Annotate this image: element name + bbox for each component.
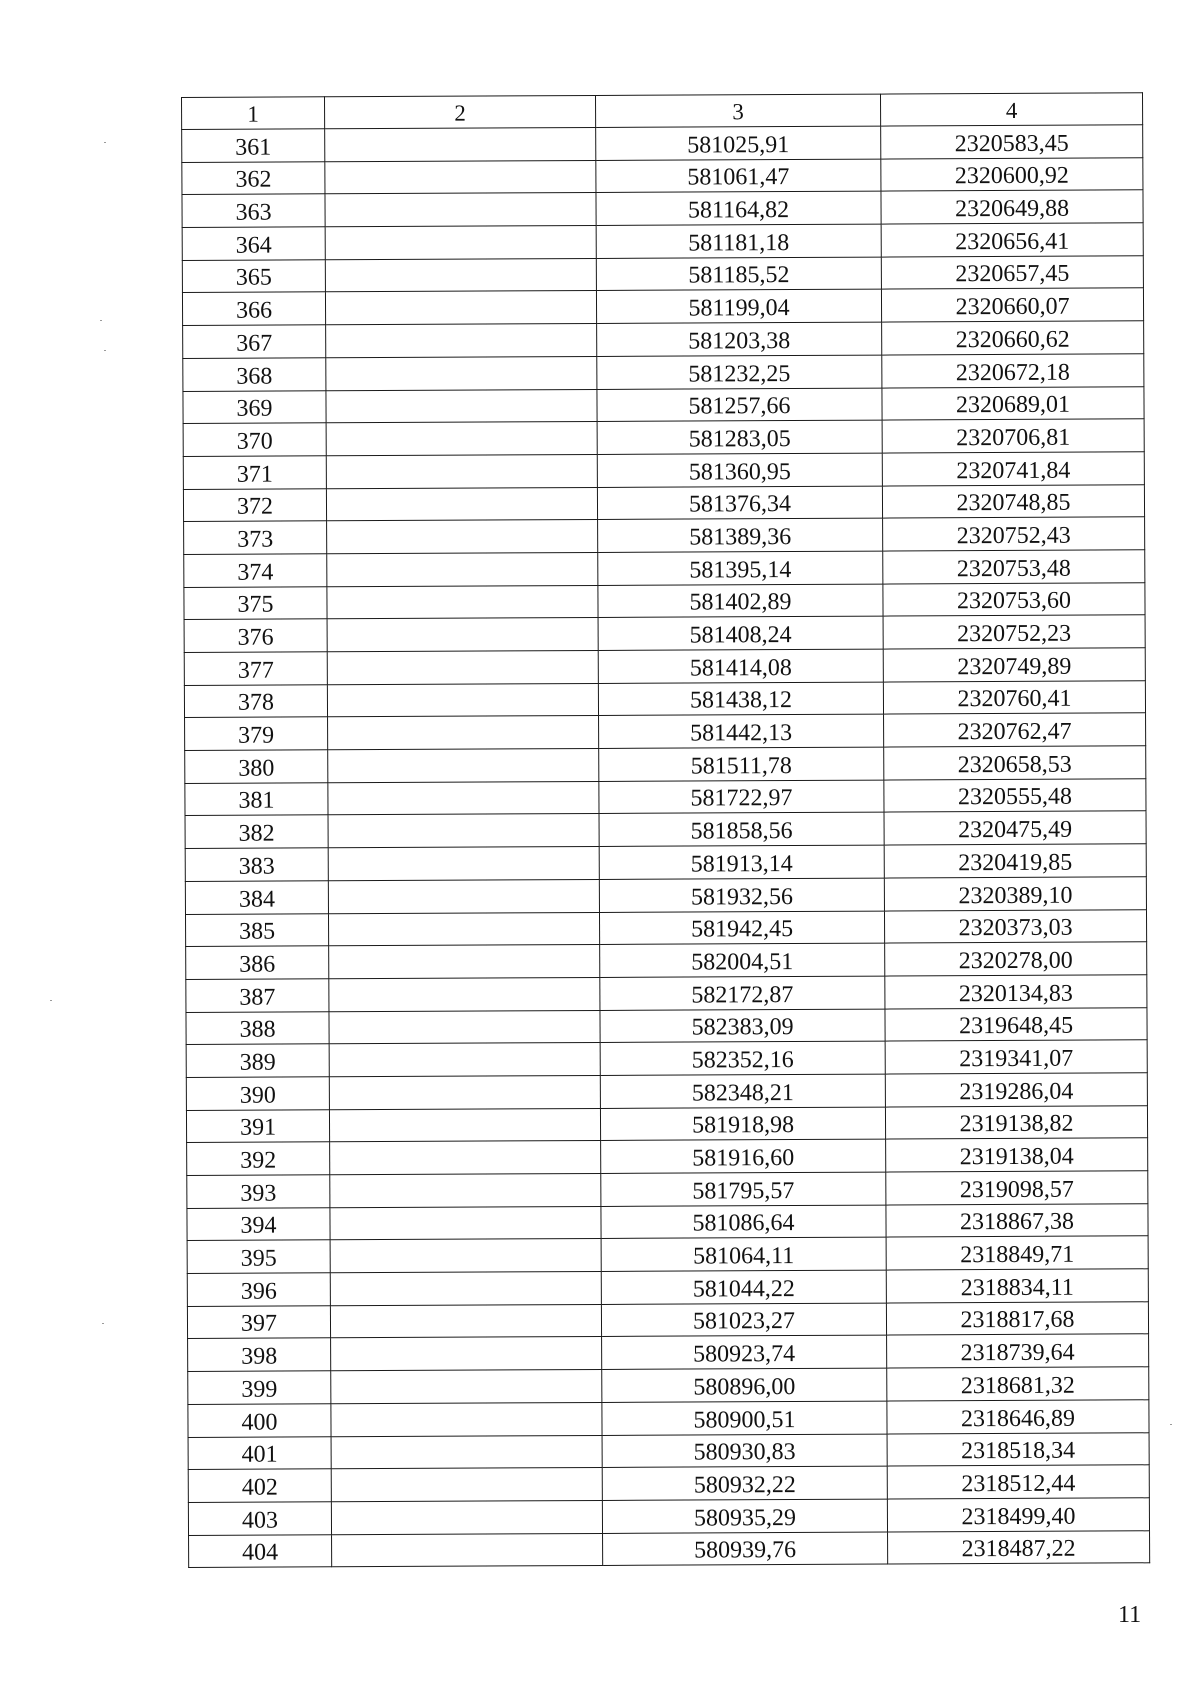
scan-speck [100, 320, 102, 321]
table-row [187, 1171, 1148, 1208]
table-row [186, 942, 1147, 979]
cell-y-coordinate: 2320753,48 [883, 550, 1145, 584]
cell-column-2 [330, 1206, 601, 1240]
cell-x-coordinate: 581722,97 [599, 780, 884, 814]
table-row [187, 1302, 1148, 1339]
cell-point-number: 378 [184, 684, 327, 717]
cell-point-number: 361 [182, 129, 325, 162]
cell-x-coordinate: 581061,47 [596, 159, 881, 193]
cell-column-2 [331, 1337, 602, 1371]
cell-x-coordinate: 581376,34 [597, 486, 882, 520]
cell-column-2 [327, 683, 598, 717]
cell-point-number: 385 [185, 913, 328, 946]
cell-point-number: 394 [187, 1207, 330, 1240]
cell-point-number: 401 [188, 1436, 331, 1469]
cell-point-number: 396 [187, 1273, 330, 1306]
header-x-coordinate: 3 [595, 94, 880, 127]
cell-x-coordinate: 581064,11 [601, 1237, 886, 1271]
cell-x-coordinate: 581023,27 [601, 1303, 886, 1337]
cell-point-number: 393 [187, 1175, 330, 1208]
cell-y-coordinate: 2318739,64 [887, 1334, 1149, 1368]
cell-y-coordinate: 2318681,32 [887, 1367, 1149, 1401]
cell-point-number: 400 [188, 1404, 331, 1437]
cell-x-coordinate: 581232,25 [597, 355, 882, 389]
cell-point-number: 367 [183, 325, 326, 358]
cell-y-coordinate: 2319341,07 [885, 1040, 1147, 1074]
cell-point-number: 403 [188, 1502, 331, 1535]
cell-x-coordinate: 582352,16 [600, 1041, 885, 1075]
cell-column-2 [331, 1370, 602, 1404]
cell-column-2 [331, 1468, 602, 1502]
cell-x-coordinate: 581025,91 [596, 126, 881, 160]
table-row [186, 1073, 1147, 1110]
table-row [187, 1203, 1148, 1240]
cell-y-coordinate: 2320657,45 [881, 256, 1143, 290]
table-row [185, 811, 1146, 848]
cell-y-coordinate: 2320555,48 [884, 779, 1146, 813]
cell-y-coordinate: 2318817,68 [886, 1302, 1148, 1336]
cell-column-2 [326, 454, 597, 488]
cell-y-coordinate: 2318499,40 [887, 1498, 1149, 1532]
table-row [182, 125, 1143, 162]
cell-column-2 [325, 160, 596, 194]
table-row [184, 582, 1145, 619]
cell-point-number: 390 [186, 1077, 329, 1110]
cell-y-coordinate: 2320649,88 [881, 190, 1143, 224]
table-row [188, 1400, 1149, 1437]
cell-y-coordinate: 2320672,18 [882, 354, 1144, 388]
cell-point-number: 374 [184, 554, 327, 587]
cell-y-coordinate: 2320762,47 [884, 713, 1146, 747]
cell-x-coordinate: 580923,74 [602, 1336, 887, 1370]
cell-column-2 [328, 912, 599, 946]
cell-y-coordinate: 2320389,10 [884, 877, 1146, 911]
table-row [185, 909, 1146, 946]
cell-x-coordinate: 581442,13 [599, 714, 884, 748]
cell-x-coordinate: 581257,66 [597, 388, 882, 422]
cell-y-coordinate: 2320600,92 [881, 157, 1143, 191]
table-row [185, 779, 1146, 816]
cell-y-coordinate: 2319648,45 [885, 1007, 1147, 1041]
cell-column-2 [327, 585, 598, 619]
scan-speck [102, 1323, 104, 1324]
cell-column-2 [326, 324, 597, 358]
cell-column-2 [327, 552, 598, 586]
cell-column-2 [330, 1239, 601, 1273]
cell-column-2 [330, 1272, 601, 1306]
cell-column-2 [331, 1402, 602, 1436]
cell-y-coordinate: 2320760,41 [883, 680, 1145, 714]
table-header [182, 93, 1143, 130]
cell-x-coordinate: 580900,51 [602, 1401, 887, 1435]
cell-x-coordinate: 581913,14 [599, 845, 884, 879]
cell-column-2 [329, 1010, 600, 1044]
cell-point-number: 387 [186, 979, 329, 1012]
cell-y-coordinate: 2319098,57 [886, 1171, 1148, 1205]
cell-column-2 [326, 389, 597, 423]
header-y-coordinate: 4 [880, 93, 1142, 126]
cell-column-2 [326, 422, 597, 456]
cell-x-coordinate: 581164,82 [596, 191, 881, 225]
cell-point-number: 369 [183, 390, 326, 423]
table-row [187, 1269, 1148, 1306]
cell-point-number: 398 [188, 1338, 331, 1371]
table-row [182, 288, 1143, 325]
cell-point-number: 392 [187, 1142, 330, 1175]
cell-point-number: 363 [182, 194, 325, 227]
page-number: 11 [1118, 1602, 1142, 1628]
cell-x-coordinate: 581283,05 [597, 420, 882, 454]
cell-x-coordinate: 581395,14 [598, 551, 883, 585]
table-row [182, 157, 1143, 194]
cell-y-coordinate: 2320689,01 [882, 386, 1144, 420]
cell-x-coordinate: 582172,87 [600, 976, 885, 1010]
cell-x-coordinate: 580939,76 [603, 1532, 888, 1566]
table-row [183, 354, 1144, 391]
cell-column-2 [330, 1304, 601, 1338]
table-row [185, 877, 1146, 914]
cell-column-2 [329, 945, 600, 979]
cell-x-coordinate: 580932,22 [602, 1466, 887, 1500]
cell-x-coordinate: 581402,89 [598, 584, 883, 618]
header-row [182, 93, 1143, 130]
cell-x-coordinate: 581044,22 [601, 1270, 886, 1304]
cell-x-coordinate: 582348,21 [600, 1074, 885, 1108]
cell-y-coordinate: 2320741,84 [882, 452, 1144, 486]
cell-y-coordinate: 2318512,44 [887, 1465, 1149, 1499]
cell-y-coordinate: 2320706,81 [882, 419, 1144, 453]
cell-point-number: 380 [185, 750, 328, 783]
cell-x-coordinate: 581203,38 [597, 322, 882, 356]
cell-x-coordinate: 581932,56 [599, 878, 884, 912]
table-row [185, 713, 1146, 750]
cell-x-coordinate: 581942,45 [599, 911, 884, 945]
cell-column-2 [325, 226, 596, 260]
cell-x-coordinate: 581795,57 [601, 1172, 886, 1206]
table-row [186, 1040, 1147, 1077]
cell-y-coordinate: 2318487,22 [888, 1530, 1150, 1564]
table-row [189, 1530, 1150, 1567]
cell-y-coordinate: 2318646,89 [887, 1400, 1149, 1434]
cell-point-number: 364 [182, 227, 325, 260]
cell-y-coordinate: 2320658,53 [884, 746, 1146, 780]
cell-y-coordinate: 2319286,04 [885, 1073, 1147, 1107]
cell-column-2 [327, 650, 598, 684]
cell-column-2 [330, 1173, 601, 1207]
cell-point-number: 381 [185, 783, 328, 816]
table-row [183, 386, 1144, 423]
scan-speck [1170, 1424, 1172, 1425]
cell-y-coordinate: 2320753,60 [883, 582, 1145, 616]
cell-x-coordinate: 581181,18 [596, 224, 881, 258]
cell-y-coordinate: 2320749,89 [883, 648, 1145, 682]
cell-y-coordinate: 2319138,04 [886, 1138, 1148, 1172]
table-row [182, 190, 1143, 227]
table-body [182, 125, 1150, 1568]
cell-point-number: 375 [184, 586, 327, 619]
cell-point-number: 365 [182, 260, 325, 293]
cell-x-coordinate: 581086,64 [601, 1205, 886, 1239]
scan-speck [104, 350, 106, 351]
table-row [188, 1367, 1149, 1404]
table-row [187, 1236, 1148, 1273]
cell-column-2 [330, 1141, 601, 1175]
cell-point-number: 362 [182, 161, 325, 194]
cell-y-coordinate: 2320583,45 [881, 125, 1143, 159]
cell-point-number: 395 [187, 1240, 330, 1273]
cell-y-coordinate: 2320419,85 [884, 844, 1146, 878]
cell-point-number: 402 [188, 1469, 331, 1502]
cell-y-coordinate: 2320278,00 [885, 942, 1147, 976]
cell-y-coordinate: 2320134,83 [885, 975, 1147, 1009]
header-column-2: 2 [325, 95, 596, 128]
cell-point-number: 386 [186, 946, 329, 979]
cell-column-2 [329, 1075, 600, 1109]
cell-y-coordinate: 2320752,43 [883, 517, 1145, 551]
table-row [184, 517, 1145, 554]
cell-x-coordinate: 581185,52 [596, 257, 881, 291]
cell-column-2 [328, 781, 599, 815]
cell-point-number: 399 [188, 1371, 331, 1404]
table-row [185, 844, 1146, 881]
table-row [187, 1138, 1148, 1175]
cell-x-coordinate: 580935,29 [602, 1499, 887, 1533]
cell-y-coordinate: 2318849,71 [886, 1236, 1148, 1270]
cell-y-coordinate: 2320656,41 [881, 223, 1143, 257]
cell-column-2 [328, 879, 599, 913]
cell-x-coordinate: 581199,04 [596, 290, 881, 324]
cell-y-coordinate: 2320660,07 [881, 288, 1143, 322]
cell-y-coordinate: 2320752,23 [883, 615, 1145, 649]
cell-x-coordinate: 581360,95 [597, 453, 882, 487]
cell-column-2 [328, 749, 599, 783]
table-row [185, 746, 1146, 783]
table-row [184, 680, 1145, 717]
cell-point-number: 404 [189, 1534, 332, 1567]
cell-x-coordinate: 581511,78 [599, 747, 884, 781]
cell-x-coordinate: 581414,08 [598, 649, 883, 683]
cell-point-number: 383 [185, 848, 328, 881]
cell-point-number: 391 [186, 1109, 329, 1142]
table-row [184, 615, 1145, 652]
cell-point-number: 379 [185, 717, 328, 750]
table-row [182, 256, 1143, 293]
coordinates-table [181, 92, 1150, 1568]
scan-speck [50, 1000, 52, 1001]
cell-x-coordinate: 581918,98 [600, 1107, 885, 1141]
cell-x-coordinate: 581858,56 [599, 813, 884, 847]
table-row [188, 1334, 1149, 1371]
table-row [186, 975, 1147, 1012]
cell-column-2 [325, 291, 596, 325]
cell-column-2 [325, 127, 596, 161]
cell-x-coordinate: 581408,24 [598, 616, 883, 650]
table-row [183, 484, 1144, 521]
cell-point-number: 373 [184, 521, 327, 554]
cell-column-2 [328, 716, 599, 750]
cell-column-2 [331, 1500, 602, 1534]
cell-y-coordinate: 2320373,03 [884, 909, 1146, 943]
cell-column-2 [327, 618, 598, 652]
cell-point-number: 397 [187, 1306, 330, 1339]
table-row [186, 1007, 1147, 1044]
table-row [183, 419, 1144, 456]
cell-point-number: 366 [182, 292, 325, 325]
cell-column-2 [328, 814, 599, 848]
cell-y-coordinate: 2318867,38 [886, 1203, 1148, 1237]
cell-column-2 [326, 487, 597, 521]
cell-point-number: 371 [183, 456, 326, 489]
cell-x-coordinate: 581389,36 [598, 518, 883, 552]
table-row [184, 550, 1145, 587]
header-point-number: 1 [182, 97, 325, 130]
cell-column-2 [325, 258, 596, 292]
table-row [188, 1465, 1149, 1502]
cell-point-number: 368 [183, 358, 326, 391]
cell-column-2 [331, 1435, 602, 1469]
cell-point-number: 382 [185, 815, 328, 848]
cell-point-number: 384 [185, 881, 328, 914]
cell-column-2 [332, 1533, 603, 1567]
cell-y-coordinate: 2318518,34 [887, 1432, 1149, 1466]
cell-column-2 [329, 1108, 600, 1142]
table-row [182, 223, 1143, 260]
cell-point-number: 372 [183, 488, 326, 521]
cell-y-coordinate: 2320475,49 [884, 811, 1146, 845]
cell-point-number: 377 [184, 652, 327, 685]
cell-column-2 [327, 520, 598, 554]
cell-x-coordinate: 580896,00 [602, 1368, 887, 1402]
cell-column-2 [329, 1043, 600, 1077]
cell-x-coordinate: 582383,09 [600, 1009, 885, 1043]
table-row [186, 1105, 1147, 1142]
cell-y-coordinate: 2319138,82 [885, 1105, 1147, 1139]
cell-x-coordinate: 580930,83 [602, 1434, 887, 1468]
cell-y-coordinate: 2318834,11 [886, 1269, 1148, 1303]
table-row [188, 1432, 1149, 1469]
cell-column-2 [326, 356, 597, 390]
table-row [188, 1498, 1149, 1535]
cell-point-number: 389 [186, 1044, 329, 1077]
cell-x-coordinate: 581916,60 [601, 1139, 886, 1173]
table-row [184, 648, 1145, 685]
cell-point-number: 370 [183, 423, 326, 456]
cell-column-2 [325, 193, 596, 227]
cell-y-coordinate: 2320660,62 [882, 321, 1144, 355]
cell-x-coordinate: 581438,12 [598, 682, 883, 716]
table-row [183, 321, 1144, 358]
cell-point-number: 388 [186, 1011, 329, 1044]
cell-column-2 [328, 847, 599, 881]
cell-column-2 [329, 977, 600, 1011]
cell-x-coordinate: 582004,51 [600, 943, 885, 977]
scan-speck [104, 142, 106, 143]
cell-point-number: 376 [184, 619, 327, 652]
cell-y-coordinate: 2320748,85 [882, 484, 1144, 518]
table-row [183, 452, 1144, 489]
